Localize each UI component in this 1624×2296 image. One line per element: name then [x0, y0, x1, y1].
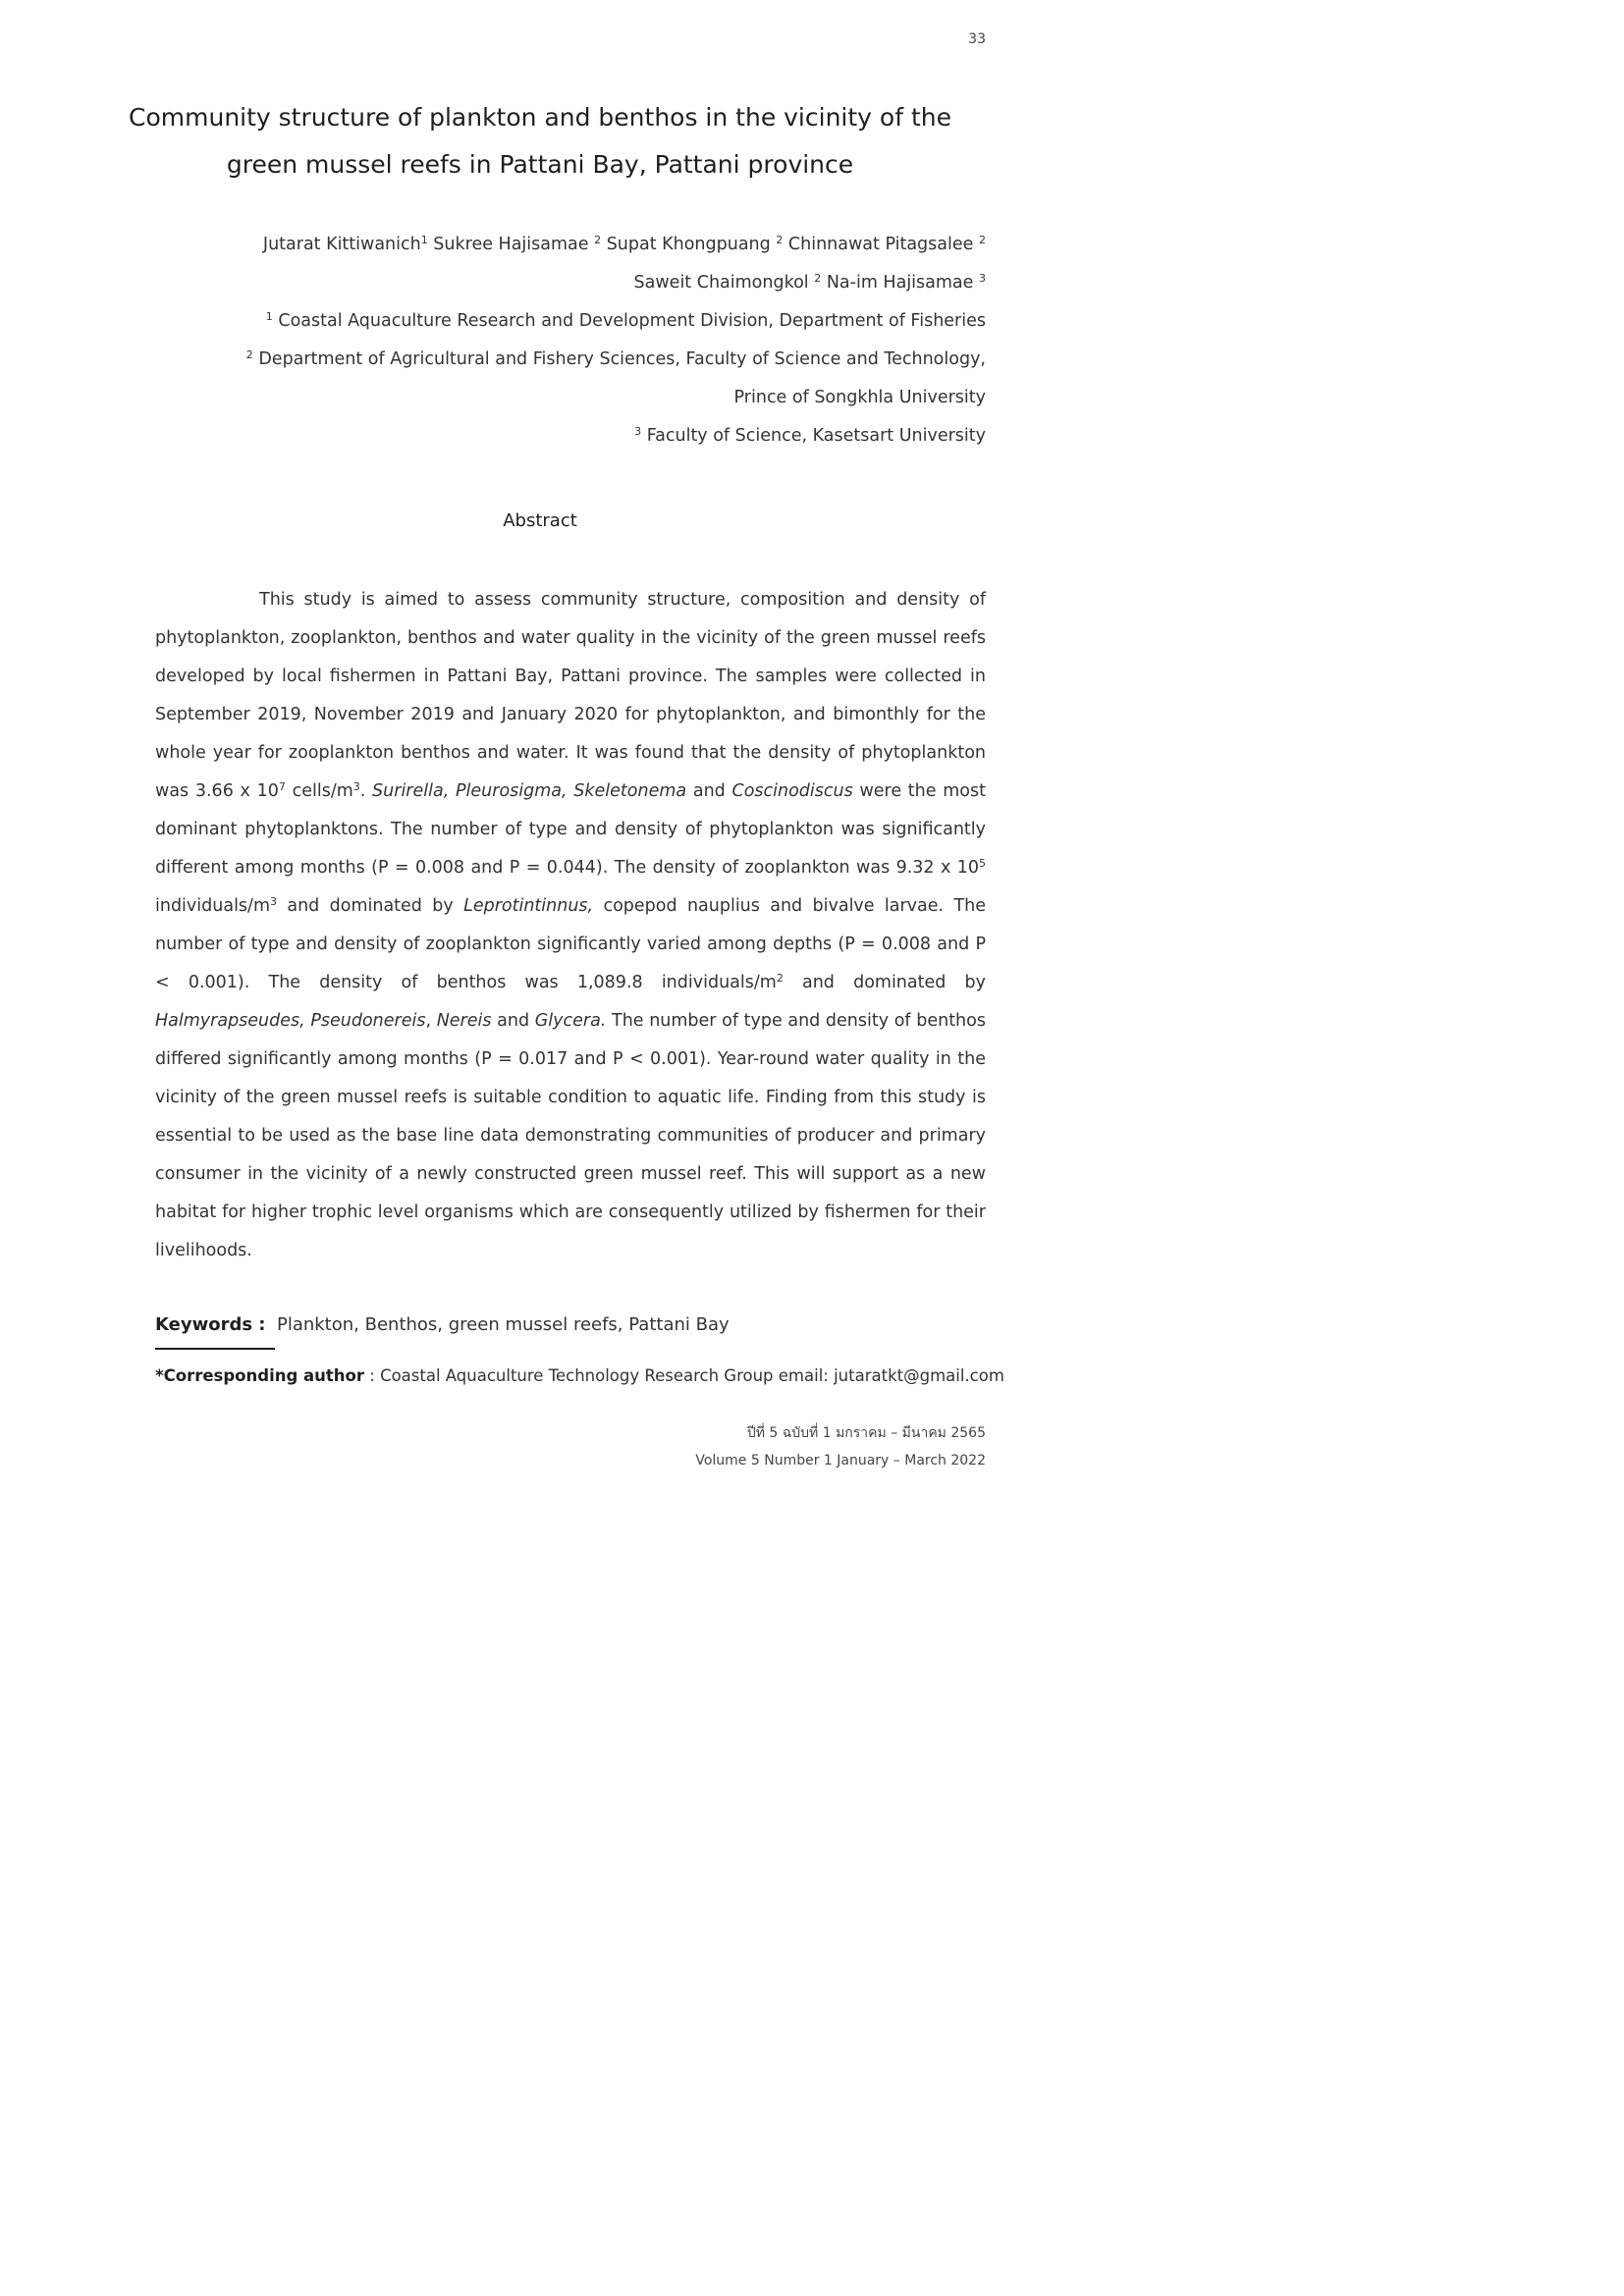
affiliation-3	[157, 417, 986, 455]
affiliation-mark: 1	[265, 310, 273, 323]
author-name: Jutarat Kittiwanich	[262, 235, 421, 254]
authors-affiliations	[157, 226, 986, 455]
corresponding-author-value: : Coastal Aquaculture Technology Research Group email: jutaratkt@gmail.com	[364, 1366, 1004, 1385]
affiliation-text: Department of Agricultural and Fishery Sciences, Faculty of Science and Technology,	[258, 349, 986, 369]
abstract-superscript: 3	[352, 780, 360, 793]
affiliation-text: Faculty of Science, Kasetsart University	[646, 426, 986, 446]
affiliation-mark: 2	[245, 348, 253, 361]
author-line-2	[157, 264, 986, 302]
author-affiliation-mark: 2	[594, 234, 602, 246]
taxon-name: Leprotintinnus,	[463, 896, 594, 916]
journal-footer	[695, 1419, 986, 1474]
abstract-body	[155, 581, 986, 1270]
corresponding-author-label: *Corresponding author	[155, 1366, 365, 1385]
author-name: Na-im Hajisamae	[826, 273, 974, 293]
author-name: Saweit Chaimongkol	[633, 273, 809, 293]
taxon-name: Halmyrapseudes, Pseudonereis	[155, 1011, 426, 1031]
taxon-name: Nereis	[436, 1011, 492, 1031]
affiliation-2-continued: Prince of Songkhla University	[733, 388, 986, 407]
abstract-text: and	[491, 1011, 535, 1031]
abstract-superscript: 5	[979, 857, 986, 870]
taxon-name: Surirella, Pleurosigma, Skeletonema	[372, 781, 687, 801]
abstract-superscript: 3	[270, 895, 277, 908]
taxon-name: Glycera.	[534, 1011, 607, 1031]
author-name: Sukree Hajisamae	[433, 235, 589, 254]
author-affiliation-mark: 2	[814, 272, 822, 285]
author-name: Chinnawat Pitagsalee	[787, 235, 974, 254]
author-affiliation-mark: 1	[420, 234, 428, 246]
keywords-label: Keywords :	[155, 1314, 266, 1335]
keywords-underline	[155, 1348, 275, 1350]
abstract-superscript: 2	[776, 972, 784, 985]
keywords-line	[155, 1314, 986, 1335]
corresponding-author-line	[155, 1366, 1004, 1385]
abstract-text: and	[686, 781, 732, 801]
abstract-text: cells/m	[285, 781, 353, 801]
footer-thai-issue: ปีที่ 5 ฉบับที่ 1 มกราคม – มีนาคม 2565	[746, 1425, 986, 1441]
page-number: 33	[968, 31, 986, 47]
affiliation-text: Coastal Aquaculture Research and Development Division, Department of Fisheries	[278, 311, 986, 331]
abstract-heading: Abstract	[503, 510, 577, 531]
affiliation-1	[157, 302, 986, 341]
abstract-text: copepod nauplius and bivalve larvae. The number of type and density of zooplankton significantly varied among depths (P = 0.008 and P < 0.001). The density of benthos was 1,089.8 individuals/m	[155, 896, 986, 992]
paper-title-line-1: Community structure of plankton and benthos in the vicinity of the	[129, 103, 951, 132]
author-affiliation-mark: 2	[776, 234, 784, 246]
author-line-1	[157, 226, 986, 264]
abstract-text: were the most dominant phytoplanktons. The number of type and density of phytoplankton was significantly different among months (P = 0.008 and P = 0.044). The density of zooplankton was 9.32 x 10	[155, 781, 986, 878]
keywords-value: Plankton, Benthos, green mussel reefs, Pattani Bay	[276, 1314, 730, 1335]
abstract-text: The number of type and density of benthos differed significantly among months (P = 0.017 and P < 0.001). Year-round water quality in the vicinity of the green mussel reefs is suitable condition to aquatic life. Finding from this study is essential to be used as the base line data demonstrating communities of producer and primary consumer in the vicinity of a newly constructed green mussel reef. This will support as a new habitat for higher trophic level organisms which are consequently utilized by fishermen for their livelihoods.	[155, 1011, 986, 1260]
abstract-text: ,	[425, 1011, 437, 1031]
author-affiliation-mark: 2	[979, 234, 986, 246]
abstract-text: .	[359, 781, 373, 801]
abstract-text: individuals/m	[155, 896, 270, 916]
paper-title	[98, 94, 982, 188]
paper-title-line-2: green mussel reefs in Pattani Bay, Pattani province	[226, 150, 854, 179]
author-name: Supat Khongpuang	[606, 235, 771, 254]
affiliation-mark: 3	[634, 425, 642, 438]
abstract-paragraph	[155, 581, 986, 1270]
abstract-text: and dominated by	[783, 973, 986, 992]
author-affiliation-mark: 3	[979, 272, 986, 285]
taxon-name: Coscinodiscus	[731, 781, 853, 801]
footer-english-issue: Volume 5 Number 1 January – March 2022	[695, 1453, 986, 1468]
abstract-text: and dominated by	[277, 896, 464, 916]
abstract-superscript: 7	[278, 780, 286, 793]
abstract-text: This study is aimed to assess community structure, composition and density of phytoplankton, zooplankton, benthos and water quality in the vicinity of the green mussel reefs developed by local fishermen in Pattani Bay, Pattani province. The samples were collected in September 2019, November 2019 and January 2020 for phytoplankton, and bimonthly for the whole year for zooplankton benthos and water. It was found that the density of phytoplankton was 3.66 x 10	[155, 590, 986, 801]
affiliation-2	[157, 341, 986, 379]
